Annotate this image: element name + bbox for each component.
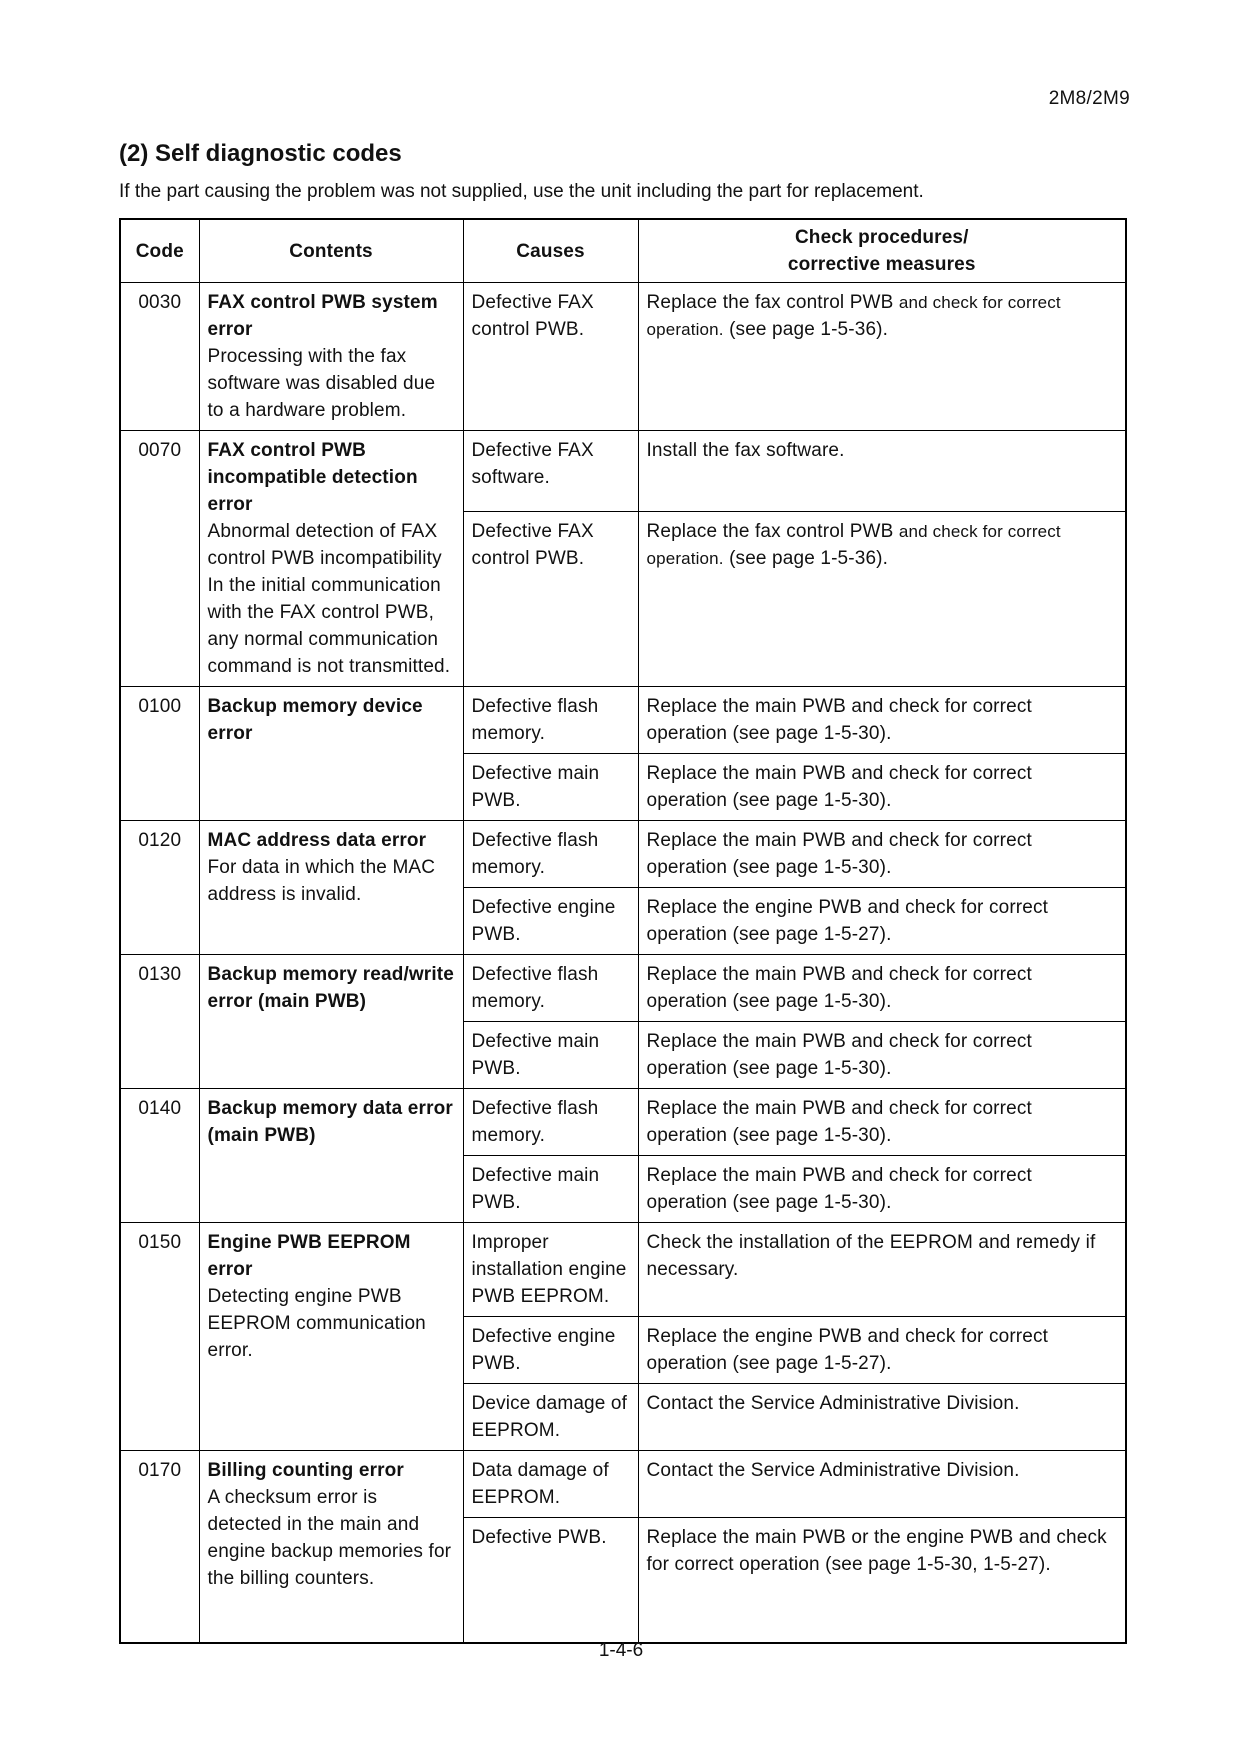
cause-cell: Defective engine PWB.: [463, 1317, 638, 1384]
header-row: [120, 219, 1126, 283]
cause-cell: Defective FAX software.: [463, 431, 638, 512]
table-row: [120, 955, 1126, 1022]
error-title: Backup memory data error (main PWB): [207, 1098, 453, 1146]
section-title: (2) Self diagnostic codes: [119, 140, 402, 167]
measure-text-a: Replace the fax control PWB: [646, 292, 894, 313]
code-column-header: Code: [120, 219, 199, 283]
measure-cell: Replace the main PWB and check for correct operation (see page 1-5-30).: [638, 1156, 1126, 1223]
measure-cell: [638, 511, 1126, 686]
table-row: [120, 821, 1126, 888]
self-diagnostic-codes-table: [119, 218, 1127, 1644]
measure-cell: Replace the engine PWB and check for correct operation (see page 1-5-27).: [638, 1317, 1126, 1384]
error-description: For data in which the MAC address is invalid.: [207, 857, 436, 905]
error-code: 0130: [120, 955, 199, 1089]
measure-text-c: (see page 1-5-36).: [729, 547, 889, 569]
check-header-line1: Check procedures/: [794, 227, 969, 248]
check-procedures-column-header: [638, 219, 1126, 283]
measure-cell: Replace the main PWB or the engine PWB and check for correct operation (see page 1-5-30, 1-5-27).: [638, 1518, 1126, 1643]
model-number: 2M8/2M9: [1048, 88, 1130, 109]
table-row: [120, 1223, 1126, 1317]
measure-cell: Contact the Service Administrative Division.: [638, 1451, 1126, 1518]
table-row: [120, 1451, 1126, 1518]
error-title: FAX control PWB system error: [207, 292, 438, 340]
cause-cell: Data damage of EEPROM.: [463, 1451, 638, 1518]
cause-cell: Defective engine PWB.: [463, 888, 638, 955]
error-description: Detecting engine PWB EEPROM communication error.: [207, 1286, 426, 1361]
error-code: 0170: [120, 1451, 199, 1643]
error-code: 0150: [120, 1223, 199, 1451]
contents-cell: [199, 431, 463, 687]
measure-text-b: and check for correct operation.: [646, 293, 1061, 339]
table-header: [120, 219, 1126, 283]
measure-text-b: and check for correct operation.: [646, 521, 1061, 568]
error-description: A checksum error is detected in the main and engine backup memories for the billing counters.: [207, 1487, 452, 1589]
check-header-line2: corrective measures: [787, 254, 976, 275]
page-number: 1-4-6: [598, 1640, 644, 1661]
measure-text-c: (see page 1-5-36).: [729, 319, 889, 340]
error-title: Backup memory read/write error (main PWB): [207, 964, 454, 1012]
cause-cell: Defective flash memory.: [463, 1089, 638, 1156]
cause-cell: Defective flash memory.: [463, 821, 638, 888]
cause-cell: Defective FAX control PWB.: [463, 283, 638, 431]
section-intro: If the part causing the problem was not supplied, use the unit including the part for replacement.: [119, 181, 924, 202]
error-title: Backup memory device error: [207, 696, 423, 744]
contents-cell: [199, 1451, 463, 1643]
table-row: [120, 283, 1126, 431]
error-title: Engine PWB EEPROM error: [207, 1232, 411, 1280]
table-body: [120, 283, 1126, 1643]
cause-cell: Defective main PWB.: [463, 1022, 638, 1089]
contents-cell: [199, 1223, 463, 1451]
measure-text-a: Replace the fax control PWB: [646, 520, 894, 542]
cause-cell: Defective main PWB.: [463, 1156, 638, 1223]
cause-cell: Defective flash memory.: [463, 687, 638, 754]
measure-cell: Replace the main PWB and check for correct operation (see page 1-5-30).: [638, 754, 1126, 821]
contents-cell: [199, 283, 463, 431]
error-code: 0100: [120, 687, 199, 821]
measure-cell: Replace the main PWB and check for correct operation (see page 1-5-30).: [638, 821, 1126, 888]
contents-cell: [199, 821, 463, 955]
cause-cell: Defective flash memory.: [463, 955, 638, 1022]
error-code: 0030: [120, 283, 199, 431]
measure-cell: Replace the engine PWB and check for correct operation (see page 1-5-27).: [638, 888, 1126, 955]
measure-cell: Install the fax software.: [638, 431, 1126, 512]
cause-cell: Defective FAX control PWB.: [463, 511, 638, 686]
error-title: Billing counting error: [207, 1460, 404, 1481]
measure-cell: Replace the main PWB and check for correct operation (see page 1-5-30).: [638, 1022, 1126, 1089]
measure-cell: Replace the main PWB and check for correct operation (see page 1-5-30).: [638, 687, 1126, 754]
error-title: MAC address data error: [207, 830, 427, 851]
error-title: FAX control PWB incompatible detection error: [207, 440, 418, 515]
measure-cell: Check the installation of the EEPROM and remedy if necessary.: [638, 1223, 1126, 1317]
table-row: [120, 687, 1126, 754]
cause-cell: Defective PWB.: [463, 1518, 638, 1643]
table-row: [120, 431, 1126, 512]
measure-cell: Replace the main PWB and check for correct operation (see page 1-5-30).: [638, 955, 1126, 1022]
error-code: 0120: [120, 821, 199, 955]
contents-column-header: Contents: [199, 219, 463, 283]
measure-cell: Contact the Service Administrative Division.: [638, 1384, 1126, 1451]
contents-cell: [199, 687, 463, 821]
error-code: 0070: [120, 431, 199, 687]
contents-cell: [199, 1089, 463, 1223]
measure-cell: Replace the main PWB and check for correct operation (see page 1-5-30).: [638, 1089, 1126, 1156]
measure-cell: [638, 283, 1126, 431]
error-description: Processing with the fax software was disabled due to a hardware problem.: [207, 346, 436, 421]
cause-cell: Defective main PWB.: [463, 754, 638, 821]
cause-cell: Device damage of EEPROM.: [463, 1384, 638, 1451]
table-row: [120, 1089, 1126, 1156]
error-description: Abnormal detection of FAX control PWB incompatibility In the initial communication with the FAX control PWB, any normal communication command is not transmitted.: [207, 521, 451, 677]
contents-cell: [199, 955, 463, 1089]
error-code: 0140: [120, 1089, 199, 1223]
causes-column-header: Causes: [463, 219, 638, 283]
cause-cell: Improper installation engine PWB EEPROM.: [463, 1223, 638, 1317]
